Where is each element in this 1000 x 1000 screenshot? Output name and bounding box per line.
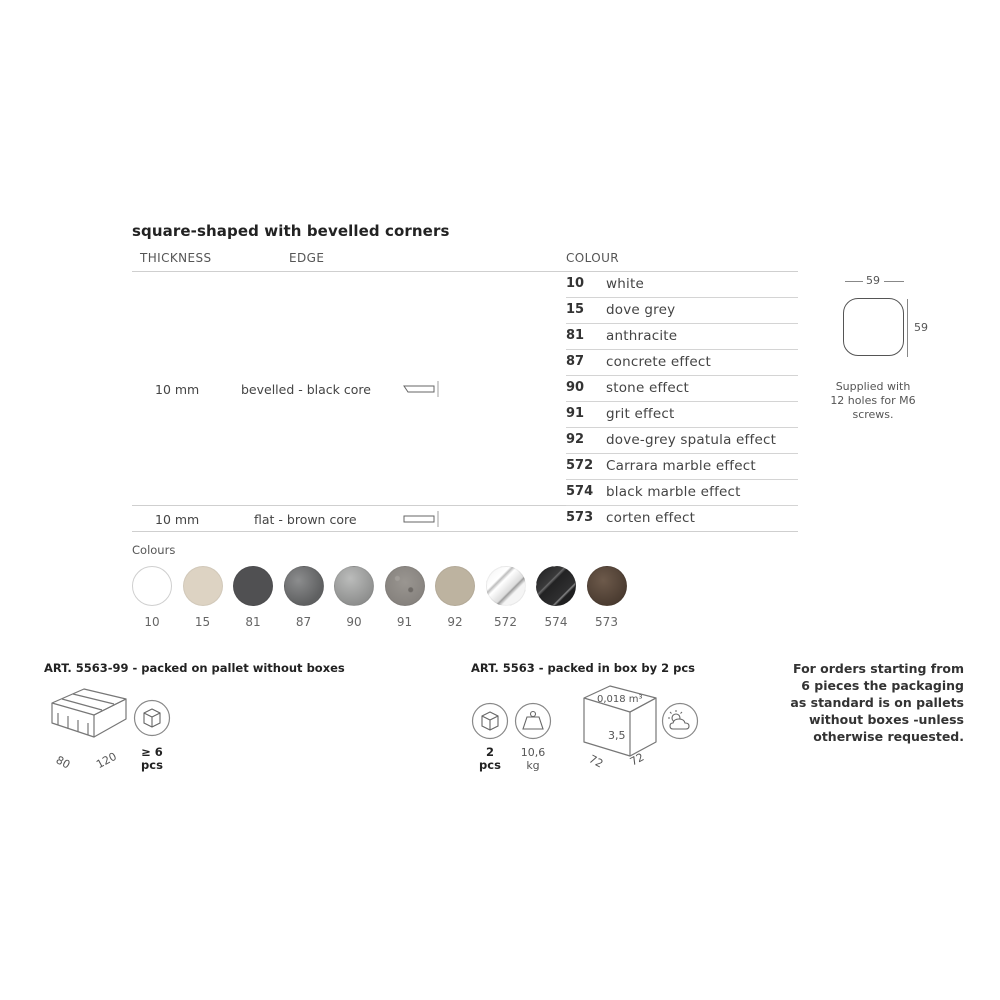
dimension-line <box>907 299 908 357</box>
colour-row <box>566 454 798 480</box>
box-height: 3,5 <box>608 729 626 742</box>
piece-count-icon <box>133 699 171 737</box>
box-dim-depth: 72 <box>586 752 606 771</box>
swatch-label: 10 <box>144 615 160 629</box>
colour-code: 574 <box>566 484 594 499</box>
row-1-edge: bevelled - black core <box>241 382 371 397</box>
colour-swatch <box>334 566 374 606</box>
packaging-note-line: 6 pieces the packaging <box>801 678 964 693</box>
colour-name: black marble effect <box>606 484 741 500</box>
pallet-title: ART. 5563-99 - packed on pallet without boxes <box>44 661 345 675</box>
colour-code: 10 <box>566 276 585 291</box>
swatch-label: 87 <box>295 615 312 629</box>
colour-code: 572 <box>566 458 594 473</box>
packaging-note <box>790 660 964 745</box>
colour-row <box>566 298 798 324</box>
colour-swatch <box>284 566 324 606</box>
colour-swatch <box>536 566 576 606</box>
colour-name: dove grey <box>606 302 676 318</box>
box-qty-value: 2 <box>485 745 494 759</box>
colour-name: Carrara marble effect <box>606 458 756 474</box>
colour-row <box>566 506 798 532</box>
colour-swatch <box>132 566 172 606</box>
box-dim-width: 72 <box>627 750 647 769</box>
drawing-note-line: screws. <box>852 408 894 421</box>
colour-code: 91 <box>566 406 585 421</box>
box-qty <box>471 746 509 772</box>
row-2-thickness: 10 mm <box>155 512 200 527</box>
swatch-label: 572 <box>494 615 517 629</box>
swatch-label: 92 <box>447 615 463 629</box>
box-weight-unit: kg <box>526 759 540 772</box>
pallet-qty-unit: pcs <box>141 758 163 772</box>
colour-code: 81 <box>566 328 585 343</box>
colour-row <box>566 272 798 298</box>
pallet-qty <box>134 746 170 772</box>
colour-swatch <box>183 566 223 606</box>
colour-row <box>566 402 798 428</box>
colour-swatch <box>435 566 475 606</box>
dimension-line <box>845 281 863 282</box>
row-1-thickness: 10 mm <box>155 382 200 397</box>
box-volume-icon <box>580 676 660 760</box>
colour-swatch <box>486 566 526 606</box>
drawing-note-line: Supplied with <box>835 380 911 393</box>
colour-code: 87 <box>566 354 585 369</box>
weather-protect-icon <box>661 702 699 740</box>
colour-code: 573 <box>566 510 594 525</box>
swatch-label: 81 <box>245 615 261 629</box>
pallet-dim-80: 80 <box>53 753 73 772</box>
drawing-note <box>820 380 926 422</box>
colour-row <box>566 324 798 350</box>
colour-row <box>566 480 798 506</box>
colour-name: corten effect <box>606 510 696 526</box>
box-title: ART. 5563 - packed in box by 2 pcs <box>471 661 695 675</box>
colour-name: anthracite <box>606 328 678 344</box>
box-qty-unit: pcs <box>479 758 501 772</box>
swatch-label: 574 <box>544 615 568 629</box>
weight-icon <box>514 702 552 740</box>
tabletop-shape-drawing <box>843 298 904 356</box>
dimension-line <box>884 281 904 282</box>
colour-name: stone effect <box>606 380 689 396</box>
colour-row <box>566 428 798 454</box>
colour-row <box>566 350 798 376</box>
header-thickness: THICKNESS <box>140 251 212 265</box>
drawing-height-label: 59 <box>914 321 928 334</box>
packaging-note-line: otherwise requested. <box>813 729 964 744</box>
colour-swatch <box>385 566 425 606</box>
row-2-edge: flat - brown core <box>254 512 357 527</box>
colour-code: 15 <box>566 302 585 317</box>
box-count-icon <box>471 702 509 740</box>
bevelled-edge-icon <box>402 380 442 398</box>
swatch-label: 91 <box>396 615 413 629</box>
swatches-label: Colours <box>132 543 176 557</box>
swatch-label: 15 <box>194 615 211 629</box>
colour-code: 90 <box>566 380 585 395</box>
colour-swatch <box>587 566 627 606</box>
colour-name: white <box>606 276 644 292</box>
flat-edge-icon <box>402 510 442 528</box>
packaging-note-line: For orders starting from <box>793 661 964 676</box>
pallet-icon <box>46 685 132 755</box>
swatch-label: 573 <box>595 615 618 629</box>
box-weight-value: 10,6 <box>520 746 546 759</box>
header-edge: EDGE <box>289 251 325 265</box>
pallet-dim-120: 120 <box>94 749 119 772</box>
colour-name: concrete effect <box>606 354 711 370</box>
packaging-note-line: without boxes -unless <box>808 712 964 727</box>
colour-code: 92 <box>566 432 585 447</box>
drawing-width-label: 59 <box>866 274 880 287</box>
colour-row <box>566 376 798 402</box>
swatch-label: 90 <box>346 615 362 629</box>
drawing-note-line: 12 holes for M6 <box>830 394 916 407</box>
section-title: square-shaped with bevelled corners <box>132 222 450 240</box>
colour-name: grit effect <box>606 406 675 422</box>
colour-name: dove-grey spatula effect <box>606 432 777 448</box>
header-colour: COLOUR <box>566 251 620 265</box>
box-weight <box>514 746 552 772</box>
box-volume: 0,018 m³ <box>597 694 643 705</box>
row-divider <box>132 505 566 506</box>
pallet-qty-value: ≥ 6 <box>141 745 163 759</box>
colour-swatch <box>233 566 273 606</box>
packaging-note-line: as standard is on pallets <box>790 695 964 710</box>
